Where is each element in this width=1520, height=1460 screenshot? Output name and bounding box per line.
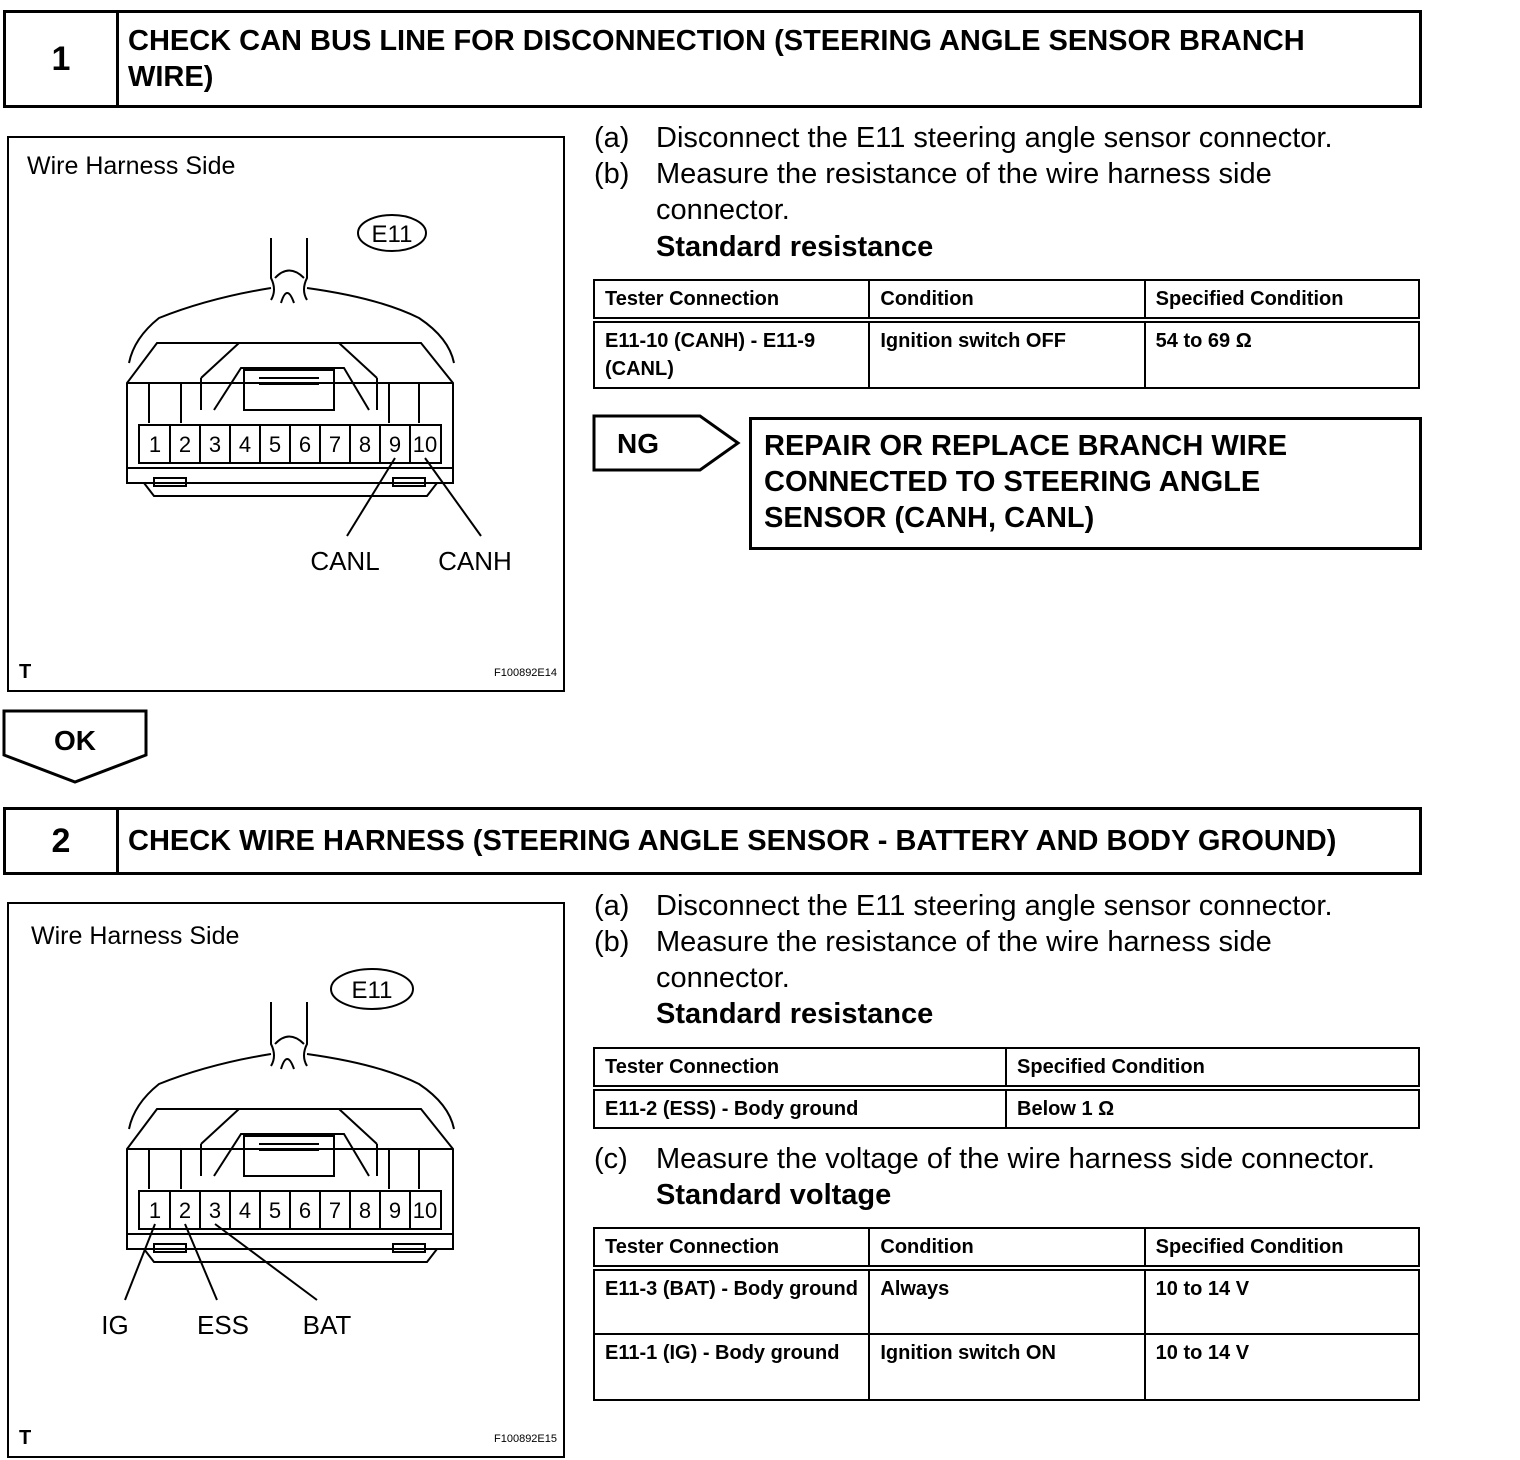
ok-label: OK: [54, 725, 96, 756]
callout-ess: ESS: [196, 1310, 250, 1340]
pin-1: 1: [148, 432, 162, 457]
item-text: Measure the resistance of the wire harness side: [656, 158, 1272, 190]
cell-condition: Always: [869, 1268, 1144, 1334]
step-2-item-c: [594, 1141, 1414, 1216]
step-1-connector-id: E11: [371, 221, 413, 248]
step-1-figure-caption: Wire Harness Side: [27, 152, 236, 180]
ng-result-box: [749, 417, 1422, 550]
cell-tester-connection: E11-1 (IG) - Body ground: [594, 1334, 869, 1400]
table-row: [594, 1268, 1419, 1334]
cell-tester-connection: E11-10 (CANH) - E11-9 (CANL): [594, 320, 869, 388]
pin-10: 10: [412, 1198, 438, 1223]
header-condition: Condition: [869, 1228, 1144, 1268]
step-1-title: [128, 23, 1407, 95]
step-2-number: 2: [6, 810, 119, 872]
pin-2: 2: [178, 432, 192, 457]
pin-7: 7: [328, 1198, 342, 1223]
pin-4: 4: [238, 432, 252, 457]
pin-9: 9: [388, 432, 402, 457]
pin-9: 9: [388, 1198, 402, 1223]
cell-specified-condition: Below 1 Ω: [1006, 1088, 1419, 1128]
figure-code: F100892E15: [494, 1433, 557, 1445]
header-specified-condition: Specified Condition: [1145, 280, 1419, 320]
step-2-connector-id: E11: [351, 977, 393, 1004]
pin-labels: [149, 432, 437, 457]
table-header-row: [594, 1048, 1419, 1088]
step-2-standard-resistance-heading: Standard resistance: [656, 998, 934, 1030]
table-row: [594, 1334, 1419, 1400]
step-1-standard-heading: Standard resistance: [656, 231, 934, 263]
pin-10: 10: [412, 432, 438, 457]
table-header-row: [594, 1228, 1419, 1268]
corner-mark: T: [19, 661, 32, 683]
step-2-figure-caption: Wire Harness Side: [31, 922, 240, 950]
cell-specified-condition: 10 to 14 V: [1145, 1268, 1419, 1334]
pin-2: 2: [178, 1198, 192, 1223]
cell-specified-condition: 10 to 14 V: [1145, 1334, 1419, 1400]
ng-result-line1: REPAIR OR REPLACE BRANCH WIRE: [764, 430, 1288, 462]
callout-canh: CANH: [438, 546, 512, 576]
item-text: Measure the voltage of the wire harness side connector.: [656, 1143, 1375, 1175]
header-tester-connection: Tester Connection: [594, 1228, 869, 1268]
header-specified-condition: Specified Condition: [1006, 1048, 1419, 1088]
connector-body: [127, 343, 453, 496]
pin-4: 4: [238, 1198, 252, 1223]
cell-condition: Ignition switch ON: [869, 1334, 1144, 1400]
ng-arrow: [592, 414, 742, 474]
step-2-item-b-cont: connector.: [656, 962, 790, 994]
pin-5: 5: [268, 1198, 282, 1223]
item-label: (c): [594, 1143, 628, 1175]
step-2-voltage-table: [593, 1227, 1420, 1401]
header-tester-connection: Tester Connection: [594, 1048, 1006, 1088]
step-1-header: [3, 10, 1422, 108]
cell-specified-condition: 54 to 69 Ω: [1145, 320, 1419, 388]
step-1-title-line1: CHECK CAN BUS LINE FOR DISCONNECTION (STEERING ANGLE SENSOR BRANCH: [128, 25, 1305, 57]
step-2-standard-voltage-heading: Standard voltage: [656, 1179, 892, 1211]
table-row: [594, 320, 1419, 388]
step-1-title-line2: WIRE): [128, 61, 214, 93]
step-1-connector-figure: [7, 136, 565, 692]
pin-6: 6: [298, 432, 312, 457]
item-label: (b): [594, 158, 630, 190]
callout-canl: CANL: [310, 546, 380, 576]
pin-3: 3: [208, 1198, 222, 1223]
pin-8: 8: [358, 432, 372, 457]
pin-5: 5: [268, 432, 282, 457]
pin-7: 7: [328, 432, 342, 457]
table-row: [594, 1088, 1419, 1128]
cell-tester-connection: E11-3 (BAT) - Body ground: [594, 1268, 869, 1334]
item-label: (a): [594, 890, 630, 922]
pin-3: 3: [208, 432, 222, 457]
ng-result-line3: SENSOR (CANH, CANL): [764, 502, 1095, 534]
item-text: Measure the resistance of the wire harness side: [656, 926, 1272, 958]
corner-mark: T: [19, 1427, 32, 1449]
item-text: Disconnect the E11 steering angle sensor connector.: [656, 890, 1333, 922]
header-condition: Condition: [869, 280, 1144, 320]
step-2-resistance-table: [593, 1047, 1420, 1129]
step-1-number: 1: [6, 13, 119, 105]
step-2-connector-figure: [7, 902, 565, 1458]
pin-labels: [149, 1198, 437, 1223]
pin-6: 6: [298, 1198, 312, 1223]
cell-condition: Ignition switch OFF: [869, 320, 1144, 388]
table-header-row: [594, 280, 1419, 320]
header-specified-condition: Specified Condition: [1145, 1228, 1419, 1268]
pin-1: 1: [148, 1198, 162, 1223]
step-2-title: CHECK WIRE HARNESS (STEERING ANGLE SENSOR - BATTERY AND BODY GROUND): [128, 825, 1337, 857]
callout-ig: IG: [101, 1310, 129, 1340]
item-label: (b): [594, 926, 630, 958]
wire-bundle: [129, 238, 454, 363]
step-1-connector-diagram: [9, 138, 567, 694]
step-1-resistance-table: [593, 279, 1420, 389]
pin-8: 8: [358, 1198, 372, 1223]
item-label: (a): [594, 122, 630, 154]
header-tester-connection: Tester Connection: [594, 280, 869, 320]
connector-body: [127, 1109, 453, 1262]
step-2-instructions: [594, 888, 1414, 1038]
ng-result-line2: CONNECTED TO STEERING ANGLE: [764, 466, 1261, 498]
step-2-header: [3, 807, 1422, 875]
ok-arrow: [2, 709, 152, 785]
cell-tester-connection: E11-2 (ESS) - Body ground: [594, 1088, 1006, 1128]
step-2-connector-diagram: [9, 904, 567, 1460]
ng-label: NG: [617, 428, 659, 459]
step-1-instructions: [594, 120, 1414, 270]
item-text: Disconnect the E11 steering angle sensor connector.: [656, 122, 1333, 154]
callout-bat: BAT: [302, 1310, 352, 1340]
figure-code: F100892E14: [494, 667, 557, 679]
step-1-item-b-cont: connector.: [656, 194, 790, 226]
